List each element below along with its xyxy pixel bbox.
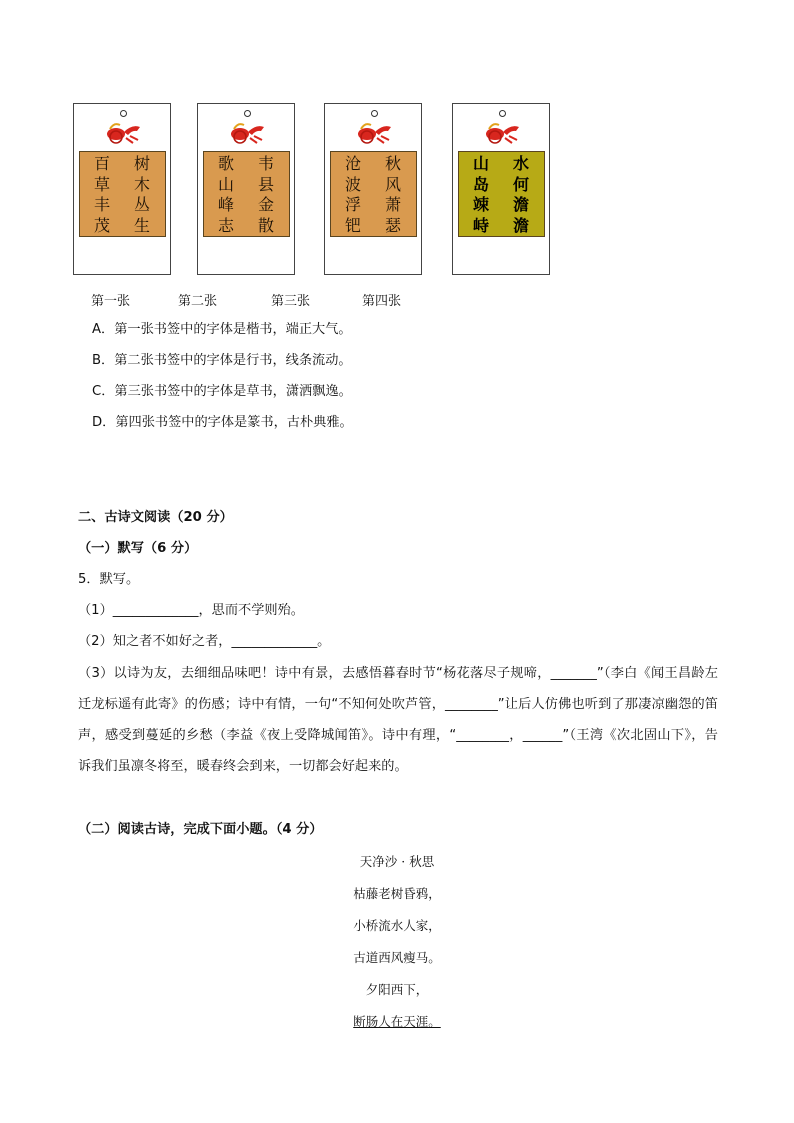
option-b: B．第二张书签中的字体是行书，线条流动。 [92,353,352,368]
calligraphy-char: 金 [257,195,274,214]
red-horse-carriage-icon [102,118,144,146]
red-horse-carriage-icon [353,118,395,146]
left-column [463,154,499,236]
calligraphy-char: 秋 [384,154,401,173]
subsection-1-heading: （一）默写（6 分） [78,541,198,556]
calligraphy-char: 生 [133,215,150,235]
calligraphy-char: 木 [133,174,150,194]
bookmark-images [73,103,573,278]
bookmark-4 [452,103,550,275]
calligraphy-char: 风 [384,174,401,194]
calligraphy-char: 百 [93,154,110,173]
calligraphy-char: 波 [344,174,361,194]
calligraphy-char: 沧 [344,154,361,173]
calligraphy-char: 竦 [472,195,489,214]
calligraphy-char: 丰 [93,195,110,214]
bookmark-hole [244,110,251,117]
calligraphy-char: 何 [512,174,529,194]
poem-line-5 [0,1012,794,1030]
poem-line-3: 古道西风瘦马。 [353,950,441,965]
calligraphy-char: 草 [93,174,110,194]
calligraphy-char: 丛 [133,195,150,214]
calligraphy-char: 澹 [512,215,529,235]
calligraphy-char: 水 [512,154,529,173]
bookmark-hole [499,110,506,117]
caption-2: 第二张 [178,294,218,309]
calligraphy-char: 澹 [512,195,529,214]
poem-line-5-text: 断肠人在天涯。 [353,1014,441,1029]
left-column [84,154,120,236]
poem-line-2: 小桥流水人家， [353,918,441,933]
calligraphy-char: 茂 [93,215,110,235]
caption-1: 第一张 [91,294,131,309]
question-5-1: （1）_____________，思而不学则殆。 [78,603,304,618]
red-horse-carriage-icon [481,118,523,146]
calligraphy-char: 县 [257,174,274,194]
question-5-2: （2）知之者不如好之者，_____________。 [78,634,331,649]
calligraphy-char: 树 [133,154,150,173]
calligraphy-char: 山 [472,154,489,173]
section-heading: 二、古诗文阅读（20 分） [78,510,233,525]
option-c: C．第三张书签中的字体是草书，潇洒飘逸。 [92,384,352,399]
calligraphy-char: 瑟 [384,215,401,235]
question-5-3: （3）以诗为友，去细细品味吧！诗中有景，去感悟暮春时节“杨花落尽子规啼，_______”（李白《闻王昌龄左迁龙标遥有此寄》的伤感；诗中有情，一句“不知何处吹芦管，________”让后人仿佛也听到了那凄凉幽怨的笛声，感受到蔓延的乡愁（李益《夜上受降城闻笛》。诗中有理，“________，______”（王湾《次北固山下》，告诉我们虽凛冬将至，暖春终会到来，一切都会好起来的。 [78,666,718,774]
red-horse-carriage-icon [226,118,268,146]
bookmark-panel [203,151,290,237]
calligraphy-char: 山 [217,174,234,194]
option-a: A．第一张书签中的字体是楷书，端正大气。 [92,322,352,337]
calligraphy-char: 志 [217,215,234,235]
subsection-2-heading: （二）阅读古诗，完成下面小题。（4 分） [78,822,323,837]
poem-line-1: 枯藤老树昏鸦， [353,886,441,901]
bookmark-panel [458,151,545,237]
question-5: 5．默写。 [78,572,140,587]
calligraphy-char: 峙 [472,215,489,235]
bookmark-hole [371,110,378,117]
right-column [124,154,160,236]
calligraphy-char: 散 [257,215,274,235]
caption-4: 第四张 [362,294,402,309]
bookmark-2 [197,103,295,275]
calligraphy-char: 韦 [257,154,274,173]
calligraphy-char: 浮 [344,195,361,214]
calligraphy-char: 峰 [217,195,234,214]
calligraphy-char: 岛 [472,174,489,194]
bookmark-1 [73,103,171,275]
caption-3: 第三张 [271,294,311,309]
bookmark-panel [330,151,417,237]
calligraphy-char: 钯 [344,215,361,235]
bookmark-hole [120,110,127,117]
poem-title: 天净沙 · 秋思 [359,854,435,869]
bookmark-3 [324,103,422,275]
left-column [335,154,371,236]
calligraphy-char: 歌 [217,154,234,173]
right-column [503,154,539,236]
option-d: D．第四张书签中的字体是篆书，古朴典雅。 [92,415,353,430]
left-column [208,154,244,236]
right-column [248,154,284,236]
calligraphy-char: 萧 [384,195,401,214]
right-column [375,154,411,236]
poem-line-4: 夕阳西下， [365,982,429,997]
bookmark-panel [79,151,166,237]
